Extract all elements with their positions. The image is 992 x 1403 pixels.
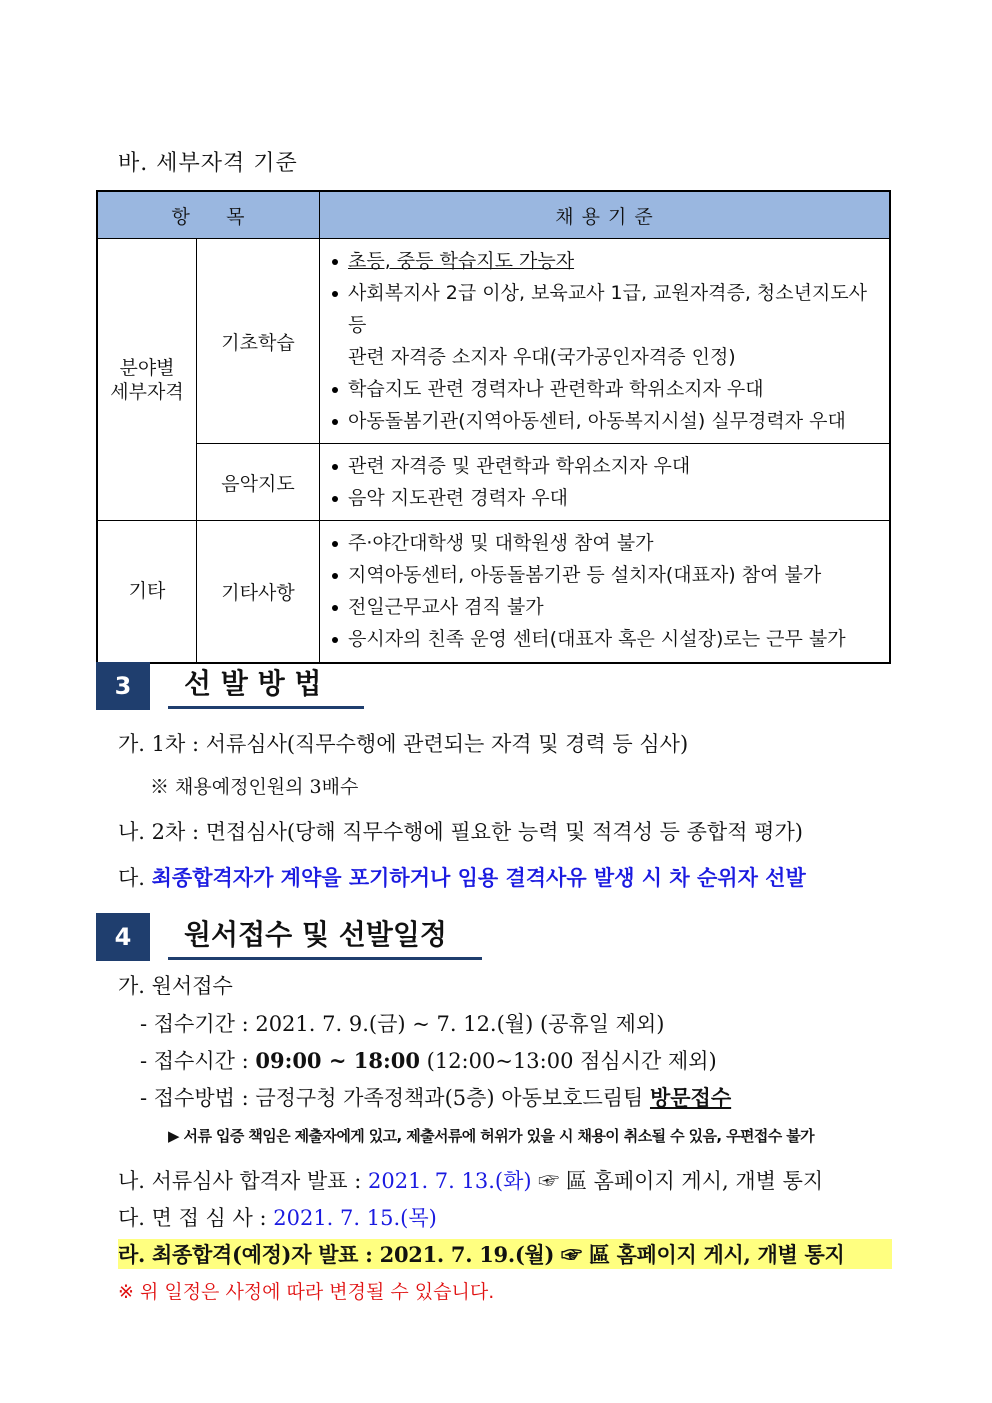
row-label-music: 음악지도 bbox=[197, 444, 320, 521]
list-item: 주·야간대학생 및 대학원생 참여 불가 bbox=[330, 527, 881, 559]
list-item: 응시자의 친족 운영 센터(대표자 혹은 시설장)로는 근무 불가 bbox=[330, 623, 881, 655]
selection-note: ※ 채용예정인원의 3배수 bbox=[150, 776, 359, 798]
group-label-field-qualification: 분야별 세부자격 bbox=[97, 239, 197, 521]
application-time: - 접수시간 : 09:00 ~ 18:00 (12:00~13:00 점심시간 제외) bbox=[140, 1048, 717, 1073]
application-method: - 접수방법 : 금정구청 가족정책과(5층) 아동보호드림팀 방문접수 bbox=[140, 1085, 732, 1110]
row-criteria-music bbox=[320, 444, 891, 521]
list-item: 아동돌봄기관(지역아동센터, 아동복지시설) 실무경력자 우대 bbox=[330, 405, 881, 437]
row-label-basic-learning: 기초학습 bbox=[197, 239, 320, 444]
list-item: 관련 자격증 및 관련학과 학위소지자 우대 bbox=[330, 450, 881, 482]
interview-date: 다. 면 접 심 사 : 2021. 7. 15.(목) bbox=[118, 1206, 437, 1230]
list-item: 사회복지사 2급 이상, 보육교사 1급, 교원자격증, 청소년지도사 등 관련 자격증 소지자 우대(국가공인자격증 인정) bbox=[330, 277, 881, 373]
section-title: 선 발 방 법 bbox=[168, 662, 364, 709]
final-result-announcement: 라. 최종합격(예정)자 발표 : 2021. 7. 19.(월) ☞ 區 홈페이지 게시, 개별 통지 bbox=[118, 1239, 892, 1269]
selection-step-3: 다. 최종합격자가 계약을 포기하거나 임용 결격사유 발생 시 차 순위자 선발 bbox=[118, 865, 806, 890]
criteria-table bbox=[96, 190, 891, 664]
document-result-announcement: 나. 서류심사 합격자 발표 : 2021. 7. 13.(화) ☞ 區 홈페이지 게시, 개별 통지 bbox=[118, 1169, 824, 1193]
list-item: 음악 지도관련 경력자 우대 bbox=[330, 482, 881, 514]
schedule-footnote: ※ 위 일정은 사정에 따라 변경될 수 있습니다. bbox=[118, 1281, 495, 1303]
header-criteria: 채 용 기 준 bbox=[320, 191, 891, 239]
row-label-other: 기타사항 bbox=[197, 521, 320, 663]
application-heading: 가. 원서접수 bbox=[118, 974, 233, 998]
row-criteria-basic-learning bbox=[320, 239, 891, 444]
application-period: - 접수기간 : 2021. 7. 9.(금) ~ 7. 12.(월) (공휴일 제외) bbox=[140, 1012, 665, 1036]
header-item: 항 목 bbox=[97, 191, 320, 239]
row-criteria-other bbox=[320, 521, 891, 663]
application-notice: ▶ 서류 입증 책임은 제출자에게 있고, 제출서류에 허위가 있을 시 채용이 취소될 수 있음, 우편접수 불가 bbox=[168, 1127, 815, 1145]
section-4-header bbox=[96, 913, 496, 961]
group-label-other: 기타 bbox=[97, 521, 197, 663]
list-item: 전일근무교사 겸직 불가 bbox=[330, 591, 881, 623]
list-item: 초등, 중등 학습지도 가능자 bbox=[330, 245, 881, 277]
selection-step-1: 가. 1차 : 서류심사(직무수행에 관련되는 자격 및 경력 등 심사) bbox=[118, 732, 689, 756]
section-title: 원서접수 및 선발일정 bbox=[168, 913, 482, 960]
section-3-header bbox=[96, 662, 396, 710]
section-number: 4 bbox=[96, 913, 150, 961]
list-item: 학습지도 관련 경력자나 관련학과 학위소지자 우대 bbox=[330, 373, 881, 405]
selection-step-2: 나. 2차 : 면접심사(당해 직무수행에 필요한 능력 및 적격성 등 종합적 평가) bbox=[118, 820, 803, 844]
list-item: 지역아동센터, 아동돌봄기관 등 설치자(대표자) 참여 불가 bbox=[330, 559, 881, 591]
section-number: 3 bbox=[96, 662, 150, 710]
section-ba-heading: 바. 세부자격 기준 bbox=[118, 151, 298, 176]
